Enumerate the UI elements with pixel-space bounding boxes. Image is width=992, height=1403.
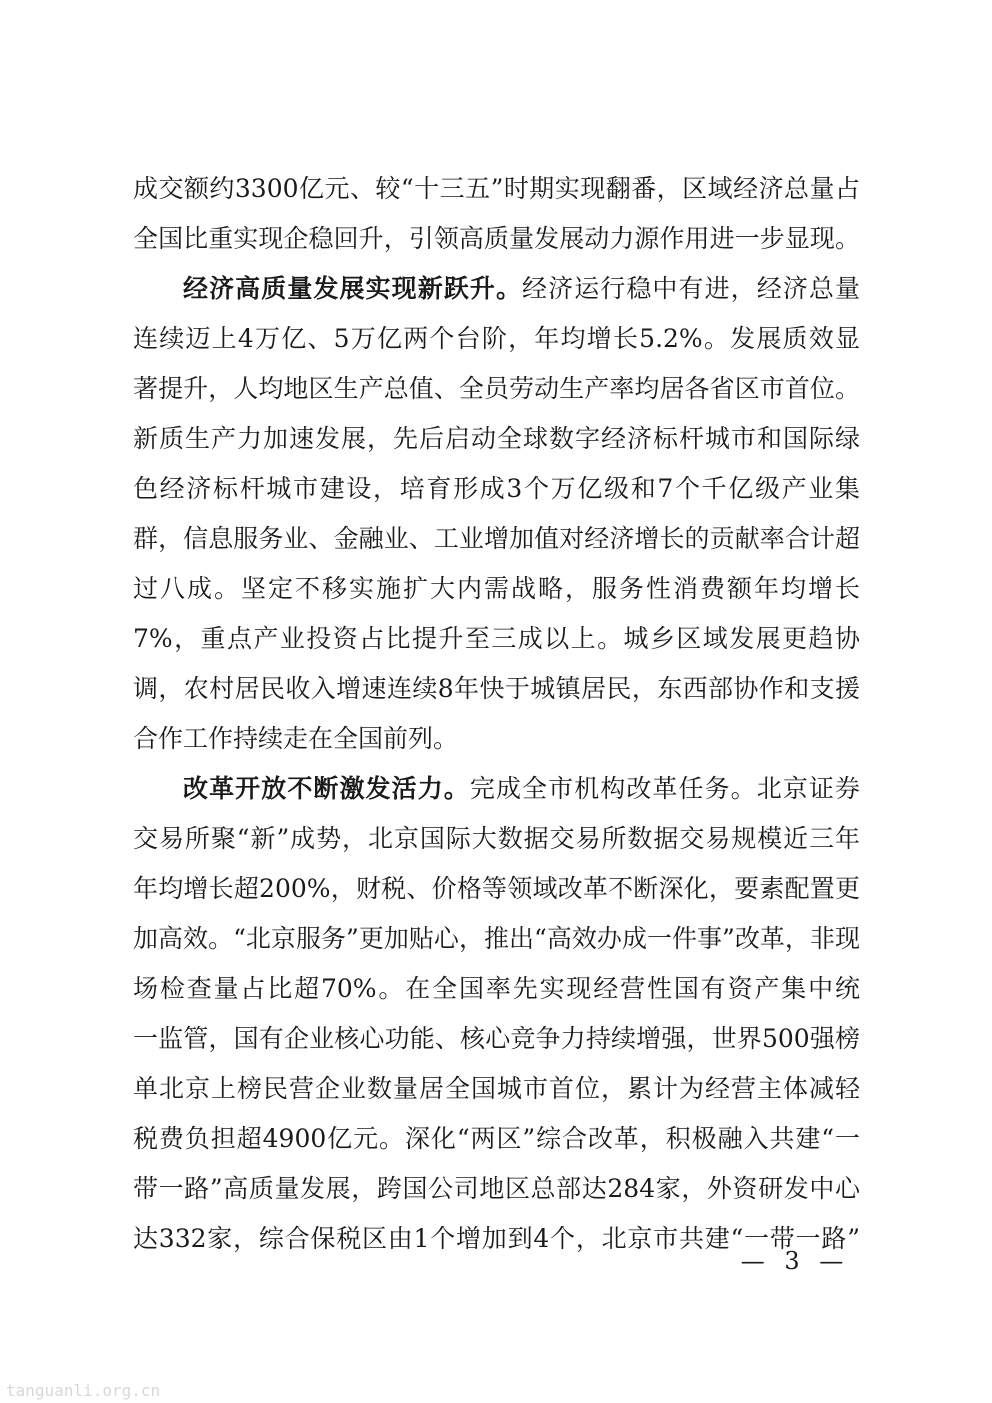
paragraph-economy-first-line (183, 273, 860, 305)
text-line-4: 连续迈上4万亿、5万亿两个台阶，年均增长5.2%。发展质效显 (133, 324, 860, 353)
text-line-21: 带一路”高质量发展，跨国公司地区总部达284家，外资研发中心 (133, 1174, 860, 1203)
paragraph-heading-reform: 改革开放不断激发活力。 (183, 774, 470, 803)
text-line-14: 交易所聚“新”成势，北京国际大数据交易所数据交易规模近三年 (133, 824, 860, 853)
text-line-6: 新质生产力加速发展，先后启动全球数字经济标杆城市和国际绿 (133, 424, 860, 453)
paragraph-heading-economy: 经济高质量发展实现新跃升。 (183, 274, 523, 303)
text-line-18: 一监管，国有企业核心功能、核心竞争力持续增强，世界500强榜 (133, 1024, 860, 1053)
text-line-16: 加高效。“北京服务”更加贴心，推出“高效办成一件事”改革，非现 (133, 924, 860, 953)
paragraph-text-reform: 完成全市机构改革任务。北京证券 (469, 774, 860, 803)
watermark: tanguanli.org.cn (6, 1381, 161, 1400)
text-line-8: 群，信息服务业、金融业、工业增加值对经济增长的贡献率合计超 (133, 524, 860, 553)
text-line-17: 场检查量占比超70%。在全国率先实现经营性国有资产集中统 (133, 974, 860, 1003)
text-line-12: 合作工作持续走在全国前列。 (133, 724, 459, 753)
text-line-20: 税费负担超4900亿元。深化“两区”综合改革，积极融入共建“一 (133, 1124, 860, 1153)
text-line-10: 7%，重点产业投资占比提升至三成以上。城乡区域发展更趋协 (133, 624, 860, 653)
paragraph-reform-first-line (183, 773, 860, 805)
text-line-9: 过八成。坚定不移实施扩大内需战略，服务性消费额年均增长 (133, 574, 860, 603)
text-line-19: 单北京上榜民营企业数量居全国城市首位，累计为经营主体减轻 (133, 1074, 860, 1103)
text-line-7: 色经济标杆城市建设，培育形成3个万亿级和7个千亿级产业集 (133, 474, 860, 503)
text-line-5: 著提升，人均地区生产总值、全员劳动生产率均居各省区市首位。 (133, 374, 860, 403)
paragraph-text-economy: 经济运行稳中有进，经济总量 (522, 274, 860, 303)
text-line-1: 成交额约3300亿元、较“十三五”时期实现翻番，区域经济总量占 (133, 174, 860, 203)
page-number: — 3 — (740, 1247, 850, 1275)
text-line-11: 调，农村居民收入增速连续8年快于城镇居民，东西部协作和支援 (133, 674, 860, 703)
text-line-15: 年均增长超200%，财税、价格等领域改革不断深化，要素配置更 (133, 874, 860, 903)
text-line-2: 全国比重实现企稳回升，引领高质量发展动力源作用进一步显现。 (133, 224, 860, 253)
text-line-22: 达332家，综合保税区由1个增加到4个，北京市共建“一带一路” (133, 1224, 860, 1253)
